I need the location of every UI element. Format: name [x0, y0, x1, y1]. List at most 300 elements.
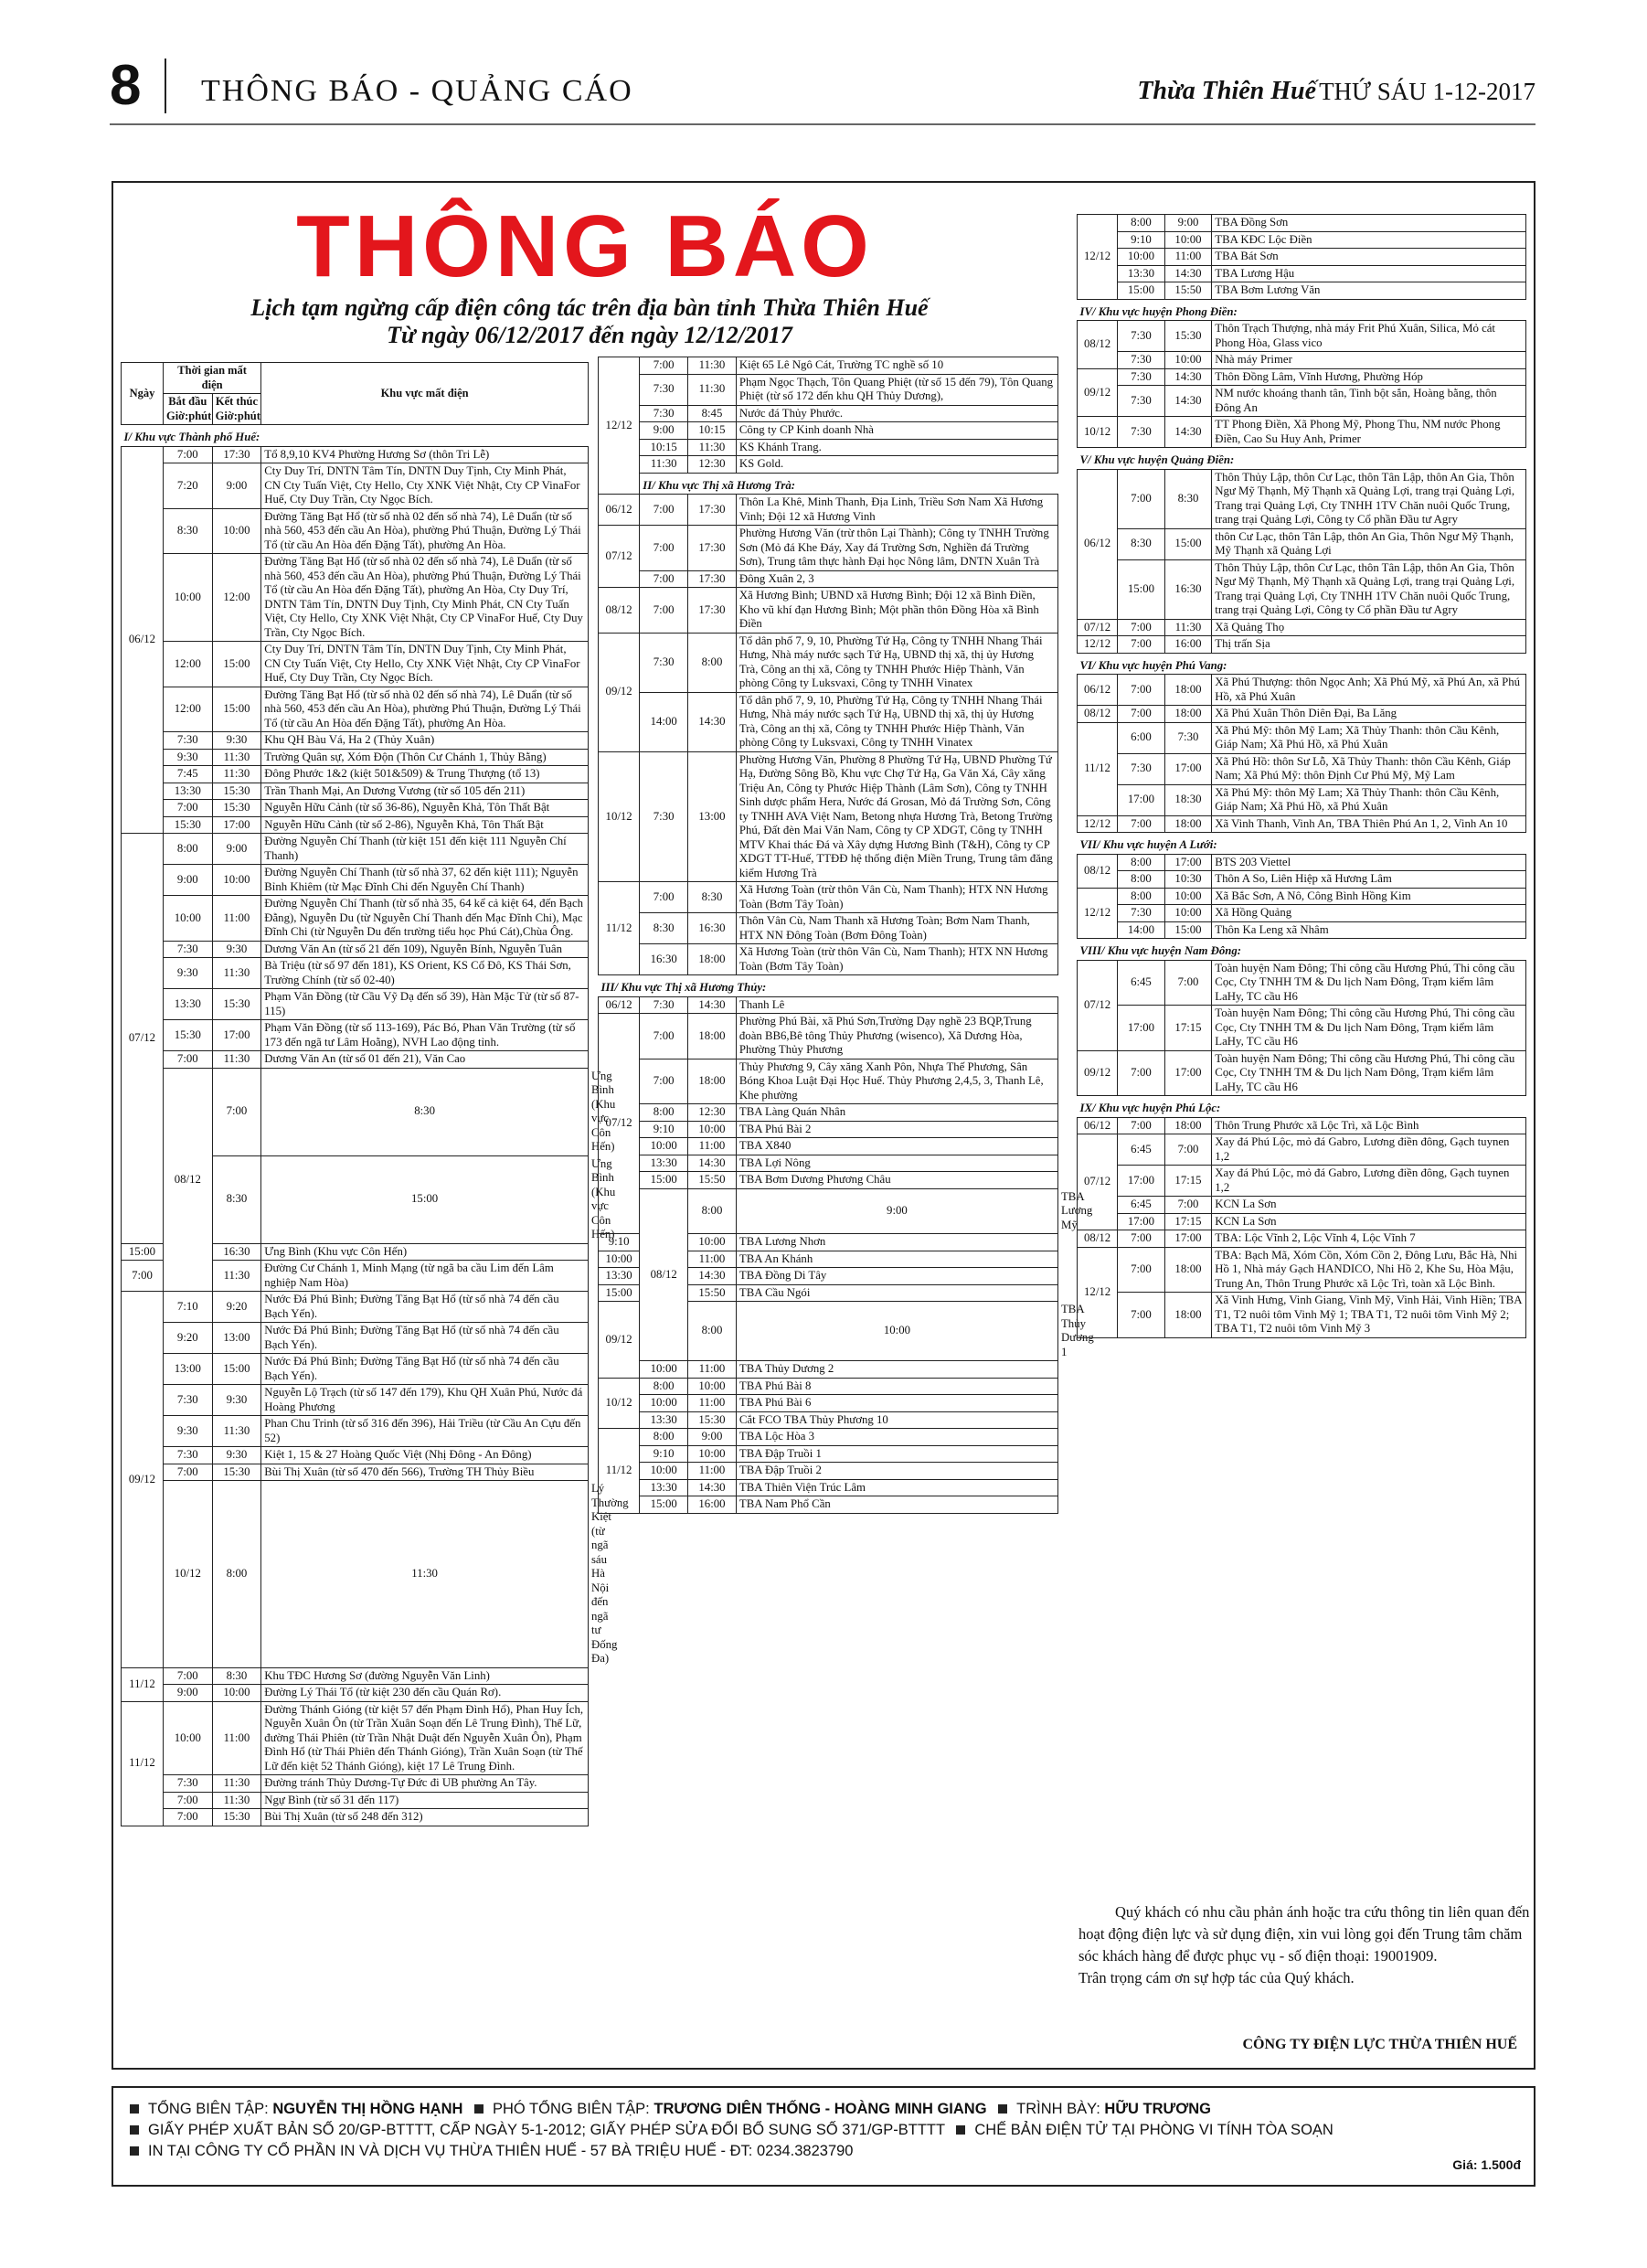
end-time: 10:00: [736, 1302, 1057, 1361]
table-row: [122, 1792, 589, 1809]
start-time: 7:30: [640, 996, 688, 1014]
license-text: GIẤY PHÉP XUẤT BẢN SỐ 20/GP-BTTTT, CẤP NGÀY 5-1-2012; GIẤY PHÉP SỬA ĐỔI BỔ SUNG SỐ 371/GP-BTTTT: [148, 2122, 945, 2138]
table-row: [122, 1385, 589, 1416]
start-time: 8:00: [640, 1378, 688, 1395]
outage-area: TBA Lương Nhơn: [736, 1234, 1057, 1251]
header-rule: [110, 123, 1535, 125]
outage-area: TBA Bơm Lương Văn: [1212, 282, 1526, 300]
outage-area: Khu QH Bàu Vá, Ha 2 (Thủy Xuân): [261, 732, 589, 750]
end-time: 14:30: [688, 1268, 737, 1285]
outage-area: NM nước khoáng thanh tân, Tinh bột sắn, Hoàng bằng, thôn Đông An: [1212, 386, 1526, 417]
start-time: 7:00: [1118, 1230, 1165, 1248]
outage-area: TBA: Lộc Vĩnh 2, Lộc Vĩnh 4, Lộc Vĩnh 7: [1212, 1230, 1526, 1248]
outage-area: Nước Đá Phú Bình; Đường Tăng Bạt Hổ (từ số nhà 74 đến cầu Bạch Yến).: [261, 1354, 589, 1385]
start-time: 7:30: [640, 633, 688, 692]
outage-area: KS Gold.: [736, 456, 1057, 474]
end-time: 9:00: [688, 1429, 737, 1446]
table-row: [122, 1464, 589, 1481]
table-row: [1078, 469, 1526, 528]
newspaper-name: Thừa Thiên Huế: [1137, 77, 1316, 105]
outage-area: Thủy Phương 9, Cây xăng Xanh Pôn, Nhựa Thế Phương, Sân Bóng Khoa Luật Đại Học Huế. Thủy Phương 2,4,5, 3, Thanh Lê, Khe phường: [736, 1059, 1057, 1104]
end-time: 8:45: [688, 405, 737, 422]
end-time: 11:30: [212, 749, 261, 766]
end-time: 15:30: [212, 1464, 261, 1481]
start-time: 17:00: [1118, 784, 1165, 815]
table-row: [599, 374, 1058, 405]
outage-area: Nguyễn Hữu Cảnh (từ số 36-86), Nguyễn Khả, Tôn Thất Bật: [261, 800, 589, 817]
end-time: 13:00: [688, 751, 737, 882]
start-time: 9:10: [599, 1234, 640, 1251]
start-time: 7:00: [640, 588, 688, 634]
outage-area: Toàn huyện Nam Đông; Thi công cầu Hương Phú, Thi công cầu Cọc, Cty TNHH TM & Du lịch Nam Đông, Trạm kiểm lâm LaHy, TC cầu H6: [1212, 1050, 1526, 1096]
day-cell: 10/12: [599, 751, 640, 882]
table-row: [1078, 1230, 1526, 1248]
start-time: 6:45: [1118, 1134, 1165, 1166]
editor-in-chief: NGUYỄN THỊ HỒNG HẠNH: [272, 2101, 463, 2117]
company-signature: CÔNG TY ĐIỆN LỰC THỪA THIÊN HUẾ: [1242, 2037, 1517, 2052]
table-row: [599, 1361, 1058, 1379]
outage-area: Thôn Vân Cù, Nam Thanh xã Hương Toàn; Bơm Nam Thanh, HTX NN Đông Toàn (Bơm Đông Toàn): [736, 913, 1057, 944]
day-cell: 06/12: [1078, 675, 1118, 706]
table-row: [599, 1378, 1058, 1395]
end-time: 11:30: [212, 1261, 261, 1292]
end-time: 15:00: [212, 687, 261, 732]
start-time: 7:00: [640, 1059, 688, 1104]
end-time: 7:30: [1164, 722, 1212, 753]
table-row: [599, 1188, 1058, 1234]
col-header-area: Khu vực mất điện: [261, 363, 589, 425]
start-time: 17:00: [1118, 1166, 1165, 1197]
start-time: 8:00: [1118, 888, 1165, 905]
table-row: [122, 463, 589, 509]
start-time: 7:00: [1118, 469, 1165, 528]
start-time: 8:00: [640, 1104, 688, 1122]
end-time: 11:00: [688, 1395, 737, 1412]
table-row: [599, 913, 1058, 944]
day-cell: 06/12: [1078, 469, 1118, 619]
end-time: 18:00: [688, 1014, 737, 1059]
start-time: 7:00: [640, 495, 688, 526]
end-time: 8:00: [688, 633, 737, 692]
start-time: 7:30: [1118, 417, 1165, 448]
table-row: [1078, 722, 1526, 753]
outage-area: Đường Tăng Bạt Hổ (từ số nhà 02 đến số nhà 74), Lê Duẩn (từ số nhà 560, 453 đến cầu An Hòa), phường Phú Thuận, Đường Lý Thái Tổ (từ cầu An Hòa đến Đặng Tất), phường An Hòa.: [261, 508, 589, 554]
end-time: 18:00: [1164, 1293, 1212, 1338]
end-time: 11:00: [688, 1361, 737, 1379]
outage-area: Thôn Đồng Lâm, Vĩnh Hương, Phường Hóp: [1212, 368, 1526, 386]
table-row: [599, 1429, 1058, 1446]
outage-area: Đường Nguyễn Chí Thanh (từ số nhà 35, 64 kể cả kiệt 64, đến Bạch Đằng), Nguyễn Du (từ Nguyễn Chí Thanh đến Mạc Đĩnh Chi), Mạc Đĩnh Chi (từ Nguyễn Du đến trường tiểu học Phú Cát),Chùa Ông.: [261, 896, 589, 942]
end-time: 15:30: [688, 1411, 737, 1429]
end-time: 17:15: [1164, 1166, 1212, 1197]
end-time: 9:30: [212, 941, 261, 958]
col-header-time: Thời gian mất điện: [163, 363, 260, 394]
outage-area: Toàn huyện Nam Đông; Thi công cầu Hương Phú, Thi công cầu Cọc, Cty TNHH TM & Du lịch Nam Đông, Trạm kiểm lâm LaHy, TC cầu H6: [1212, 1006, 1526, 1051]
outage-area: Ngự Bình (từ số 31 đến 117): [261, 1792, 589, 1809]
start-time: 8:00: [640, 1429, 688, 1446]
table-row: [1078, 265, 1526, 282]
day-cell: 08/12: [1078, 706, 1118, 723]
start-time: 7:30: [163, 1385, 212, 1416]
table-row: [1078, 528, 1526, 559]
outage-area: Xã Hồng Quảng: [1212, 905, 1526, 922]
table-row: [1078, 352, 1526, 369]
start-time: 7:30: [640, 405, 688, 422]
day-cell: 12/12: [1078, 1247, 1118, 1337]
outage-table: [1077, 214, 1526, 1338]
end-time: 8:30: [261, 1068, 589, 1155]
outage-area: thôn Cư Lạc, thôn Tân Lập, thôn An Gia, Thôn Ngư Mỹ Thạnh, Mỹ Thạnh xã Quảng Lợi: [1212, 528, 1526, 559]
table-row: [1078, 921, 1526, 939]
table-row: [599, 1121, 1058, 1138]
end-time: 8:30: [1164, 469, 1212, 528]
start-time: 8:00: [1118, 854, 1165, 871]
region-heading: II/ Khu vực Thị xã Hương Trà:: [640, 473, 1058, 495]
end-time: 18:00: [688, 1059, 737, 1104]
table-row: [1078, 282, 1526, 300]
table-row: [122, 687, 589, 732]
start-time: 7:30: [1118, 368, 1165, 386]
table-row: [122, 1416, 589, 1447]
start-time: 10:00: [640, 1395, 688, 1412]
table-row: [1078, 1134, 1526, 1166]
outage-area: Phường Hương Văn, Phường 8 Phường Tứ Hạ, UBND Phường Tứ Hạ, Đường Sông Bồ, Khu vực Chợ Tứ Hạ, Ga Văn Xá, Cây xăng Triệu An, Công ty Phước Hiệp Thành (Lâm Sơn), Công ty TNHH Sinh dược phẩm Hera, Nước đá Grosan, Mỏ đá Trường Sơn, Công ty TNHH AVA Việt Nam, Betong nhựa Hương Trà, Betong Trường Phú, Đất đèn Mai Văn Nam, Công ty CP XDGT, Công ty TNHH MTV Khai thác Đá và Xây dựng Hương Bình (T&H), Công ty CP XDGT TT-Huế, TTĐĐ hệ thống điện Miền Trung, Trung tâm đăng kiểm Hương Trà: [736, 751, 1057, 882]
table-row: [122, 896, 589, 942]
table-row: [1078, 1006, 1526, 1051]
start-time: 17:00: [1118, 1213, 1165, 1230]
end-time: 15:30: [212, 989, 261, 1020]
region-heading: III/ Khu vực Thị xã Hương Thủy:: [599, 975, 1058, 997]
table-row: [1078, 231, 1526, 249]
end-time: 10:00: [212, 1685, 261, 1702]
outage-area: Xã Phú Mỹ: thôn Mỹ Lam; Xã Thủy Thanh: thôn Cầu Kênh, Giáp Nam; Xã Phú Hồ, xã Phú Xuân: [1212, 722, 1526, 753]
outage-area: Đường Nguyễn Chí Thanh (từ kiệt 151 đến kiệt 111 Nguyễn Chí Thanh): [261, 834, 589, 865]
start-time: 7:00: [163, 1051, 212, 1069]
table-row: [599, 439, 1058, 456]
day-cell: 06/12: [599, 495, 640, 526]
end-time: 13:00: [212, 1323, 261, 1354]
start-time: 7:00: [1118, 815, 1165, 833]
table-row: [122, 1020, 589, 1051]
end-time: 15:30: [212, 783, 261, 800]
table-row: [1078, 854, 1526, 871]
end-time: 7:00: [1164, 960, 1212, 1006]
table-row: [1078, 675, 1526, 706]
outage-area: Nhà máy Primer: [1212, 352, 1526, 369]
outage-area: BTS 203 Viettel: [1212, 854, 1526, 871]
day-cell: 09/12: [599, 633, 640, 751]
start-time: 7:00: [640, 526, 688, 571]
day-cell: 11/12: [599, 882, 640, 975]
outage-area: Xã Phú Mỹ: thôn Mỹ Lam; Xã Thủy Thanh: thôn Cầu Kênh, Giáp Nam; Xã Phú Hồ, xã Phú Xuân: [1212, 784, 1526, 815]
region-heading: VIII/ Khu vực huyện Nam Đông:: [1078, 939, 1526, 961]
outage-area: Công ty CP Kinh doanh Nhà: [736, 422, 1057, 440]
day-cell: 10/12: [599, 1378, 640, 1429]
start-time: 13:30: [640, 1479, 688, 1496]
start-time: 10:00: [640, 1463, 688, 1480]
end-time: 15:50: [688, 1284, 737, 1302]
table-row: [1078, 960, 1526, 1006]
outage-area: Cắt FCO TBA Thủy Phương 10: [736, 1411, 1057, 1429]
outage-area: Thanh Lê: [736, 996, 1057, 1014]
outage-area: Thôn Ka Leng xã Nhâm: [1212, 921, 1526, 939]
outage-area: TBA Lợi Nông: [736, 1155, 1057, 1172]
end-time: 15:00: [261, 1155, 589, 1243]
outage-area: TBA Phú Bài 8: [736, 1378, 1057, 1395]
outage-area: TBA Đồng Sơn: [1212, 215, 1526, 232]
start-time: 13:00: [163, 1354, 212, 1385]
outage-area: Thôn Thủy Lập, thôn Cư Lạc, thôn Tân Lập, thôn An Gia, Thôn Ngư Mỹ Thạnh, Mỹ Thạnh xã Quảng Lợi, trang trại Quảng Lợi, Trang trại Quảng Lợi, Cty TNHH 1TV Chăn nuôi Quốc Trung, trang trại Quảng Lợi, Công ty Cổ phần Đầu tư Agry: [1212, 559, 1526, 619]
end-time: 11:30: [212, 958, 261, 989]
end-time: 9:00: [1164, 215, 1212, 232]
start-time: 13:30: [640, 1411, 688, 1429]
start-time: 10:00: [599, 1251, 640, 1268]
outage-area: Đường Cư Chánh 1, Minh Mạng (từ ngã ba cầu Lim đến Lâm nghiệp Nam Hòa): [261, 1261, 589, 1292]
outage-area: Kiệt 65 Lê Ngô Cát, Trường TC nghề số 10: [736, 357, 1057, 375]
end-time: 17:30: [688, 570, 737, 588]
outage-area: Thôn Thủy Lập, thôn Cư Lạc, thôn Tân Lập, thôn An Gia, Thôn Ngư Mỹ Thạnh, Mỹ Thạnh xã Quảng Lợi, trang trại Quảng Lợi, Trang trại Quảng Lợi, Cty TNHH 1TV Chăn nuôi Quốc Trung, trang trại Quảng Lợi, Công ty Cổ phần Đầu tư Agry: [1212, 469, 1526, 528]
start-time: 10:00: [163, 1701, 212, 1775]
region-heading: VI/ Khu vực huyện Phú Vang:: [1078, 653, 1526, 675]
start-time: 7:30: [163, 941, 212, 958]
end-time: 10:00: [688, 1378, 737, 1395]
start-time: 9:00: [163, 865, 212, 896]
outage-area: KCN La Sơn: [1212, 1197, 1526, 1214]
page-header: [110, 55, 1535, 117]
end-time: 15:00: [1164, 921, 1212, 939]
table-row: [122, 1068, 589, 1155]
start-time: 7:30: [640, 374, 688, 405]
table-row: [122, 766, 589, 783]
end-time: 16:30: [212, 1243, 261, 1261]
start-time: 9:30: [163, 1416, 212, 1447]
outage-area: Dương Văn An (từ số 01 đến 21), Văn Cao: [261, 1051, 589, 1069]
table-row: [1078, 636, 1526, 654]
start-time: 10:15: [640, 439, 688, 456]
end-time: 17:15: [1164, 1213, 1212, 1230]
outage-area: TBA: Bạch Mã, Xóm Cồn, Xóm Cồn 2, Đông Lưu, Bắc Hà, Nhi Hồ 1, Nhà máy Gạch HANDICO, Nhi Hồ 2, Khe Su, Hòa Mậu, Trung An, Thôn Trung Phước xã Lộc Trì, toàn xã Lộc Bình.: [1212, 1247, 1526, 1293]
outage-area: Xã Phú Thượng: thôn Ngọc Anh; Xã Phú Mỹ, xã Phú An, xã Phú Hồ, xã Phú Xuân: [1212, 675, 1526, 706]
end-time: 11:30: [688, 439, 737, 456]
schedule-column-2: [598, 357, 1094, 1514]
outage-area: TBA Thiên Viện Trúc Lâm: [736, 1479, 1057, 1496]
start-time: 7:00: [163, 446, 212, 463]
outage-area: Đường Thánh Gióng (từ kiệt 57 đến Phạm Đình Hổ), Phan Huy Ích, Nguyễn Xuân Ôn (từ Trần Xuân Soạn đến Lê Trung Đình), Thế Lữ, đường Thái Phiên (từ Trần Nhật Duật đến Nguyễn Xuân Ôn), Phạm Đình Hổ (từ Thái Phiên đến Thánh Gióng), Trần Xuân Soạn (từ Thế Lữ đến kiệt 52 Thánh Gióng), kiệt 17 Lê Trung Đình.: [261, 1701, 589, 1775]
start-time: 15:00: [599, 1284, 640, 1302]
outage-area: Kiệt 1, 15 & 27 Hoàng Quốc Việt (Nhị Đông - An Đông): [261, 1447, 589, 1464]
start-time: 9:30: [163, 749, 212, 766]
end-time: 17:30: [212, 446, 261, 463]
table-row: [122, 816, 589, 834]
end-time: 9:30: [212, 1447, 261, 1464]
col-header-start: Bắt đầu Giờ:phút: [163, 394, 212, 425]
end-time: 11:00: [688, 1138, 737, 1155]
end-time: 11:30: [212, 1416, 261, 1447]
outage-area: Xã Hương Toàn (trừ thôn Vân Cù, Nam Thanh); HTX NN Hương Toàn (Bơm Tây Toàn): [736, 882, 1057, 913]
outage-area: Xã Vinh Hưng, Vinh Giang, Vinh Mỹ, Vinh Hải, Vinh Hiền; TBA T1, T2 nuôi tôm Vinh Mỹ 1; TBA T1, T2 nuôi tôm Vinh Mỹ 2; TBA T1, T2 nuôi tôm Vinh Mỹ 3: [1212, 1293, 1526, 1338]
day-cell: 12/12: [1078, 815, 1118, 833]
table-row: [122, 1051, 589, 1069]
region-heading: IX/ Khu vực huyện Phú Lộc:: [1078, 1096, 1526, 1118]
start-time: 7:00: [1118, 1117, 1165, 1134]
table-row: [599, 495, 1058, 526]
start-time: 7:00: [1118, 636, 1165, 654]
table-row: [1078, 1117, 1526, 1134]
table-row: [122, 941, 589, 958]
table-row: [1078, 1293, 1526, 1338]
start-time: 8:00: [212, 1481, 261, 1668]
end-time: 17:00: [1164, 1050, 1212, 1096]
end-time: 10:00: [1164, 905, 1212, 922]
start-time: 7:30: [163, 1775, 212, 1793]
day-cell: 11/12: [599, 1429, 640, 1514]
end-time: 10:00: [1164, 352, 1212, 369]
region-heading: IV/ Khu vực huyện Phong Điền:: [1078, 299, 1526, 321]
start-time: 15:00: [640, 1496, 688, 1514]
table-row: [599, 1411, 1058, 1429]
region-heading: V/ Khu vực huyện Quảng Điền:: [1078, 448, 1526, 470]
thanks-text: Trân trọng cám ơn sự hợp tác của Quý khách.: [1079, 1969, 1355, 1986]
day-cell: 07/12: [1078, 1134, 1118, 1230]
start-time: 6:45: [1118, 960, 1165, 1006]
day-cell: 07/12: [1078, 619, 1118, 636]
end-time: 17:00: [1164, 854, 1212, 871]
outage-area: Xã Bắc Sơn, A Nô, Công Bình Hồng Kim: [1212, 888, 1526, 905]
start-time: 10:00: [640, 1138, 688, 1155]
end-time: 16:00: [688, 1496, 737, 1514]
header-divider: [165, 59, 166, 113]
start-time: 17:00: [1118, 1006, 1165, 1051]
start-time: 10:00: [1118, 249, 1165, 266]
end-time: 14:30: [1164, 417, 1212, 448]
start-time: 7:30: [1118, 321, 1165, 352]
table-row: [1078, 386, 1526, 417]
end-time: 9:00: [736, 1188, 1057, 1234]
table-row: [599, 526, 1058, 571]
day-cell: 08/12: [599, 588, 640, 634]
issue-date: THỨ SÁU 1-12-2017: [1319, 78, 1535, 105]
table-row: [599, 570, 1058, 588]
layout-designer: HỮU TRƯƠNG: [1104, 2101, 1212, 2117]
start-time: 7:00: [122, 1261, 164, 1292]
end-time: 11:00: [212, 896, 261, 942]
end-time: 18:00: [1164, 815, 1212, 833]
outage-area: TBA Làng Quán Nhân: [736, 1104, 1057, 1122]
start-time: 8:00: [1118, 215, 1165, 232]
end-time: 9:00: [212, 463, 261, 509]
end-time: 10:30: [1164, 871, 1212, 889]
end-time: 10:00: [212, 508, 261, 554]
start-time: 7:00: [163, 1792, 212, 1809]
end-time: 7:00: [1164, 1197, 1212, 1214]
start-time: 7:00: [640, 1014, 688, 1059]
day-cell: 07/12: [1078, 960, 1118, 1050]
start-time: 7:30: [640, 751, 688, 882]
day-cell: 12/12: [1078, 888, 1118, 939]
table-row: [599, 1463, 1058, 1480]
table-row: [599, 1059, 1058, 1104]
end-time: 16:30: [1164, 559, 1212, 619]
end-time: 11:30: [688, 374, 737, 405]
table-row: [1078, 706, 1526, 723]
end-time: 10:00: [212, 865, 261, 896]
table-row: [122, 1292, 589, 1323]
day-cell: 09/12: [1078, 1050, 1118, 1096]
end-time: 7:00: [1164, 1134, 1212, 1166]
start-time: 7:00: [163, 1464, 212, 1481]
start-time: 8:00: [163, 834, 212, 865]
end-time: 11:30: [212, 1051, 261, 1069]
table-row: [122, 642, 589, 687]
start-time: 10:00: [163, 554, 212, 642]
start-time: 7:00: [163, 1667, 212, 1685]
table-row: [599, 422, 1058, 440]
end-time: 9:20: [212, 1292, 261, 1323]
outage-area: Cty Duy Trí, DNTN Tâm Tín, DNTN Duy Tịnh, Cty Minh Phát, CN Cty Tuấn Việt, Cty Hello, Cty XNK Việt Nhật, Cty CP VinaFor Huế, Cty Duy Trần, Cty Ngọc Bích.: [261, 463, 589, 509]
end-time: 11:30: [261, 1481, 589, 1668]
end-time: 18:30: [1164, 784, 1212, 815]
outage-area: TBA Lương Hậu: [1212, 265, 1526, 282]
start-time: 7:45: [163, 766, 212, 783]
day-cell: 12/12: [1078, 215, 1118, 300]
end-time: 10:00: [688, 1121, 737, 1138]
day-cell: 08/12: [640, 1188, 688, 1361]
col-header-end: Kết thúc Giờ:phút: [212, 394, 261, 425]
outage-area: Phạm Văn Đồng (từ Cầu Vỹ Dạ đến số 39), Hàn Mặc Tử (từ số 87-115): [261, 989, 589, 1020]
start-time: 7:30: [163, 1447, 212, 1464]
outage-area: Phạm Ngọc Thạch, Tôn Quang Phiệt (từ số 15 đến 79), Tôn Quang Phiệt (từ số 172 đến khu QH Thủy Dương),: [736, 374, 1057, 405]
table-row: [122, 834, 589, 865]
page-number: 8: [110, 54, 142, 117]
day-cell: 07/12: [122, 834, 164, 1244]
table-row: [599, 1138, 1058, 1155]
end-time: 14:30: [1164, 386, 1212, 417]
start-time: 13:30: [1118, 265, 1165, 282]
customer-note: [1079, 1901, 1535, 1989]
table-row: [1078, 784, 1526, 815]
end-time: 11:30: [688, 357, 737, 375]
outage-area: Bùi Thị Xuân (từ số 248 đến 312): [261, 1809, 589, 1826]
table-row: [122, 1447, 589, 1464]
end-time: 10:00: [688, 1445, 737, 1463]
end-time: 15:00: [212, 642, 261, 687]
start-time: 9:10: [640, 1121, 688, 1138]
outage-area: Dương Văn An (từ số 21 đến 109), Nguyễn Bính, Nguyễn Tuân: [261, 941, 589, 958]
day-cell: 10/12: [163, 1481, 212, 1668]
start-time: 12:00: [163, 642, 212, 687]
table-row: [1078, 619, 1526, 636]
outage-area: Xã Hương Bình; UBND xã Hương Bình; Đội 12 xã Bình Điền, Kho vũ khí đạn Hương Bình; Một phần thôn Đồng Hòa xã Bình Điền: [736, 588, 1057, 634]
table-row: [599, 405, 1058, 422]
table-row: [599, 1479, 1058, 1496]
start-time: 8:00: [1118, 871, 1165, 889]
outage-area: Xã Vinh Thanh, Vinh An, TBA Thiên Phú An 1, 2, Vinh An 10: [1212, 815, 1526, 833]
end-time: 15:50: [688, 1172, 737, 1189]
end-time: 14:30: [688, 1479, 737, 1496]
outage-area: TT Phong Điền, Xã Phong Mỹ, Phong Thu, NM nước Phong Điền, Cao Su Huy Anh, Primer: [1212, 417, 1526, 448]
outage-area: Nguyễn Hữu Cảnh (từ số 2-86), Nguyễn Khả, Tôn Thất Bật: [261, 816, 589, 834]
table-row: [1078, 417, 1526, 448]
outage-area: Tổ dân phố 7, 9, 10, Phường Tứ Hạ, Công ty TNHH Nhang Thái Hưng, Nhà máy nước sạch Tứ Hạ, UBND thị xã, thị ủy Hương Trà, Công an thị xã, Công ty TNHH Phước Hiệp Thành, Văn phòng Công ty Luksvaxi, Công ty TNHH Vinatex: [736, 633, 1057, 692]
outage-area: Toàn huyện Nam Đông; Thi công cầu Hương Phú, Thi công cầu Cọc, Cty TNHH TM & Du lịch Nam Đông, Trạm kiểm lâm LaHy, TC cầu H6: [1212, 960, 1526, 1006]
end-time: 8:30: [688, 882, 737, 913]
start-time: 7:30: [1118, 905, 1165, 922]
end-time: 14:30: [688, 996, 737, 1014]
end-time: 14:30: [688, 692, 737, 751]
outage-area: Phường Hương Văn (trừ thôn Lại Thành); Công ty TNHH Trường Sơn (Mỏ đá Khe Đáy, Xay đá Trường Sơn, Nghiền đá Trường Sơn), Trung tâm thực hành Đại học Nông lâm, DNTN Xuân Trà: [736, 526, 1057, 571]
start-time: 9:30: [163, 958, 212, 989]
day-cell: 11/12: [122, 1701, 164, 1826]
